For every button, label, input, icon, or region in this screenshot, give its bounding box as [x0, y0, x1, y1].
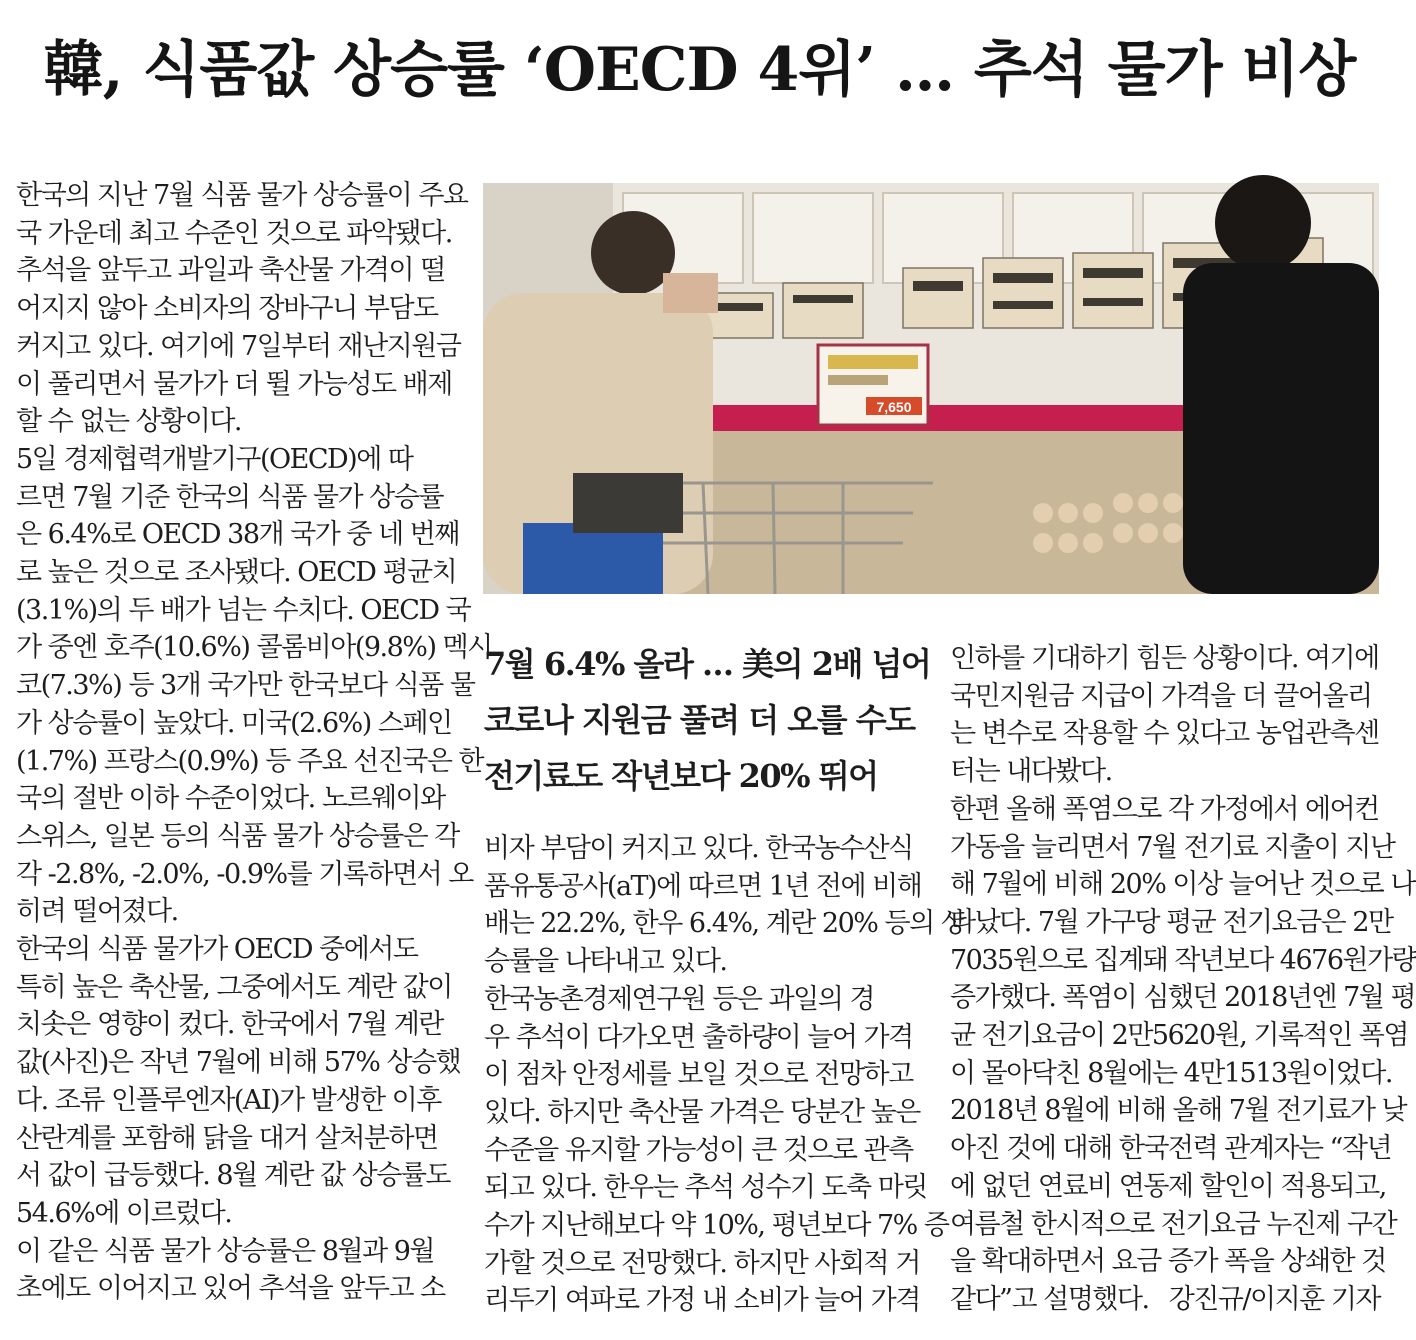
price-tag-text: 7,650 — [876, 399, 912, 415]
article-text-line: 균 전기요금이 2만5620원, 기록적인 폭염 — [950, 1020, 1408, 1052]
article-text-line: 한편 올해 폭염으로 각 가정에서 에어컨 — [950, 793, 1379, 825]
subheadline-1: 7월 6.4% 올라 … 美의 2배 넘어 — [484, 645, 931, 683]
article-text-line: 코(7.3%) 등 3개 국가만 한국보다 식품 물 — [16, 670, 475, 702]
article-text-line: 국의 절반 이하 수준이었다. 노르웨이와 — [16, 783, 445, 815]
article-text-line: 한국의 지난 7월 식품 물가 상승률이 주요 — [16, 180, 468, 211]
article-text-line: 다. 조류 인플루엔자(AI)가 발생한 이후 — [16, 1084, 441, 1116]
egg-aisle-shopper-image — [483, 183, 1379, 594]
article-photo — [483, 183, 1379, 594]
article-text-line: 인하를 기대하기 힘든 상황이다. 여기에 — [950, 643, 1379, 674]
article-column-3 — [950, 640, 1416, 1340]
article-text-line: 54.6%에 이르렀다. — [16, 1197, 232, 1229]
article-text-line: 이 몰아닥친 8월에는 4만1513원이었다. — [950, 1057, 1392, 1089]
article-text-line: 아진 것에 대해 한국전력 관계자는 “작년 — [950, 1133, 1392, 1165]
article-text-line: 우 추석이 다가오면 출하량이 늘어 가격 — [484, 1021, 913, 1053]
subheadline-block — [484, 636, 931, 804]
article-text-line: 커지고 있다. 여기에 7일부터 재난지원금 — [16, 330, 461, 362]
article-text-line: 이 점차 안정세를 보일 것으로 전망하고 — [484, 1059, 913, 1091]
article-text-line: 히려 떨어졌다. — [16, 896, 178, 928]
article-text-line: 터는 내다봤다. — [950, 756, 1112, 788]
article-text-line: 2018년 8월에 비해 올해 7월 전기료가 낮 — [950, 1095, 1407, 1127]
article-text-line: 국민지원금 지급이 가격을 더 끌어올리 — [950, 680, 1372, 712]
article-text-line: 어지지 않아 소비자의 장바구니 부담도 — [16, 293, 438, 325]
subheadline-2: 코로나 지원금 풀려 더 오를 수도 — [484, 701, 915, 739]
article-text-line: 수준을 유지할 가능성이 큰 것으로 관측 — [484, 1134, 913, 1166]
article-text-line: 있다. 하지만 축산물 가격은 당분간 높은 — [484, 1096, 920, 1128]
article-column-2 — [484, 830, 966, 1330]
article-text-line: 리두기 여파로 가정 내 소비가 늘어 가격 — [484, 1285, 920, 1317]
headline: 韓, 식품값 상승률 ‘OECD 4위’ … 추석 물가 비상 — [43, 35, 1356, 105]
article-text-line: 가할 것으로 전망했다. 하지만 사회적 거 — [484, 1247, 920, 1279]
article-text-line: 산란계를 포함해 닭을 대거 살처분하면 — [16, 1122, 438, 1154]
article-text-line: 한국농촌경제연구원 등은 과일의 경 — [484, 983, 874, 1015]
article-text-line: 품유통공사(aT)에 따르면 1년 전에 비해 — [484, 870, 922, 902]
article-text-line: 가 중엔 호주(10.6%) 콜롬비아(9.8%) 멕시 — [16, 632, 492, 664]
article-text-line: 가 상승률이 높았다. 미국(2.6%) 스페인 — [16, 707, 452, 739]
article-text-line: 서 값이 급등했다. 8월 계란 값 상승률도 — [16, 1160, 450, 1192]
article-text-line: 각 -2.8%, -2.0%, -0.9%를 기록하면서 오 — [16, 858, 473, 890]
article-text-line: 이 풀리면서 물가가 더 뛸 가능성도 배제 — [16, 368, 452, 400]
article-text-line: (1.7%) 프랑스(0.9%) 등 주요 선진국은 한 — [16, 745, 484, 777]
article-column-1 — [16, 177, 492, 1337]
article-text-line: 되고 있다. 한우는 추석 성수기 도축 마릿 — [484, 1172, 927, 1204]
article-text-line: 타났다. 7월 가구당 평균 전기요금은 2만 — [950, 906, 1393, 938]
article-text-line: 은 6.4%로 OECD 38개 국가 중 네 번째 — [16, 519, 459, 551]
article-text-line: 이 같은 식품 물가 상승률은 8월과 9월 — [16, 1235, 434, 1267]
article-text-line: 수가 지난해보다 약 10%, 평년보다 7% 증 — [484, 1210, 949, 1242]
article-text-line: 값(사진)은 작년 7월에 비해 57% 상승했 — [16, 1047, 461, 1079]
article-text-line: 국 가운데 최고 수준인 것으로 파악됐다. — [16, 217, 452, 249]
byline: 강진규/이지훈 기자 — [1168, 1283, 1380, 1315]
closing-text: 같다”고 설명했다. — [950, 1283, 1149, 1315]
article-text-line: 가동을 늘리면서 7월 전기료 지출이 지난 — [950, 831, 1395, 863]
article-text-line: 추석을 앞두고 과일과 축산물 가격이 떨 — [16, 255, 445, 287]
article-text-line: 초에도 이어지고 있어 추석을 앞두고 소 — [16, 1273, 445, 1305]
article-text-line: 을 확대하면서 요금 증가 폭을 상쇄한 것 — [950, 1246, 1386, 1278]
article-text-line: 한국의 식품 물가가 OECD 중에서도 — [16, 934, 418, 966]
article-text-line: 5일 경제협력개발기구(OECD)에 따 — [16, 443, 413, 475]
article-text-line: 르면 7월 기준 한국의 식품 물가 상승률 — [16, 481, 443, 513]
article-text-line: 로 높은 것으로 조사됐다. OECD 평균치 — [16, 557, 457, 589]
subheadline-3: 전기료도 작년보다 20% 뛰어 — [484, 757, 878, 795]
article-text-line: 치솟은 영향이 컸다. 한국에서 7월 계란 — [16, 1009, 443, 1041]
article-text-line: 배는 22.2%, 한우 6.4%, 계란 20% 등의 상 — [484, 908, 966, 940]
closing-line-row — [950, 1281, 1380, 1319]
article-text-line: 할 수 없는 상황이다. — [16, 406, 241, 438]
article-text-line: 증가했다. 폭염이 심했던 2018년엔 7월 평 — [950, 982, 1416, 1014]
article-text-line: 특히 높은 축산물, 그중에서도 계란 값이 — [16, 971, 452, 1003]
article-text-line: 스위스, 일본 등의 식품 물가 상승률은 각 — [16, 820, 459, 852]
article-text-line: 는 변수로 작용할 수 있다고 농업관측센 — [950, 718, 1379, 750]
article-text-line: (3.1%)의 두 배가 넘는 수치다. OECD 국 — [16, 594, 471, 626]
article-text-line: 승률을 나타내고 있다. — [484, 946, 727, 978]
article-text-line: 7035원으로 집계돼 작년보다 4676원가량 — [950, 944, 1416, 976]
article-text-line: 해 7월에 비해 20% 이상 늘어난 것으로 나 — [950, 869, 1415, 901]
article-text-line: 여름철 한시적으로 전기요금 누진제 구간 — [950, 1208, 1397, 1240]
article-text-line: 에 없던 연료비 연동제 할인이 적용되고, — [950, 1170, 1386, 1202]
article-text-line: 비자 부담이 커지고 있다. 한국농수산식 — [484, 833, 913, 864]
